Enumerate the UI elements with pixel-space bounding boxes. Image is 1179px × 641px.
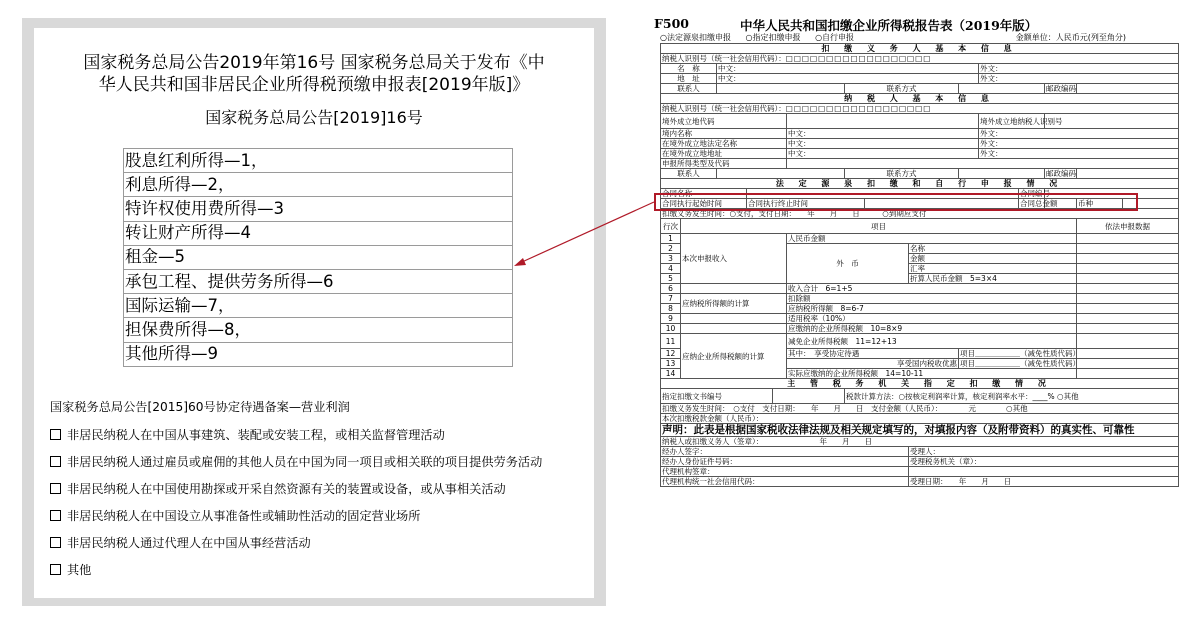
label-contract-end: 合同执行终止时间 — [747, 199, 865, 209]
line-text: 其中： 享受协定待遇 — [787, 349, 959, 359]
line-text: 适用税率（10%） — [787, 314, 1077, 324]
declaration-text: 声明：此表是根据国家税收法律法规及相关规定填写的，对填报内容（及附带资料）的真实性、可靠性 — [661, 424, 1179, 437]
obligation-time-row[interactable]: 扣缴义务发生时间：○支付，支付日期： 年 月 日 ○到期应支付 — [661, 209, 1179, 219]
line-amount-field[interactable] — [1077, 284, 1179, 294]
domestic-name-cn[interactable]: 中文： — [787, 129, 979, 139]
checklist-label: 非居民纳税人在中国从事建筑、装配或安装工程，或相关监督管理活动 — [67, 428, 445, 442]
label-foreign-ccy: 外 币 — [787, 244, 909, 284]
income-item: 转让财产所得—4 — [124, 221, 513, 245]
overseas-legal-name-cn[interactable]: 中文： — [787, 139, 979, 149]
income-item: 国际运输—7， — [124, 294, 513, 318]
agency-seal-field[interactable]: 代理机构签章： — [661, 467, 909, 477]
option-designated[interactable]: ○指定扣缴申报 — [745, 33, 801, 42]
line-amount-field[interactable] — [1077, 254, 1179, 264]
line-amount-field[interactable] — [1077, 359, 1179, 369]
line-text: 名称 — [909, 244, 1077, 254]
checklist-label: 非居民纳税人通过雇员或雇佣的其他人员在中国为同一项目或相关联的项目提供劳务活动 — [67, 455, 543, 469]
label-name: 名 称 — [661, 64, 717, 74]
line-no: 11 — [661, 334, 681, 349]
label-overseas-address: 在境外成立地地址 — [661, 149, 787, 159]
signer-row[interactable]: 纳税人或扣缴义务人（签章）： 年 月 日 — [661, 437, 1179, 447]
line-amount-field[interactable] — [1077, 304, 1179, 314]
form-grid — [660, 43, 1179, 487]
income-item: 担保费所得—8， — [124, 318, 513, 342]
label-amount: 依法申报数据 — [1077, 219, 1179, 234]
form-code: F500 — [654, 16, 689, 31]
designated-doc-field[interactable] — [773, 389, 845, 404]
line-amount-field[interactable] — [1077, 349, 1179, 359]
taxpayer-tax-id[interactable]: 纳税人识别号（统一社会信用代码）：□□□□□□□□□□□□□□□□□□ — [661, 104, 1179, 114]
line-text: 金额 — [909, 254, 1077, 264]
checklist-label: 非居民纳税人在中国使用勘探或开采自然资源有关的装置或设备，或从事相关活动 — [67, 482, 506, 496]
label-contact-method: 联系方式 — [845, 84, 959, 94]
line-text: 人民币金额 — [787, 234, 1077, 244]
line-text: 享受国内税收优惠 — [787, 359, 959, 369]
table-row — [124, 197, 513, 221]
label-payable-calc: 应纳企业所得税额的计算 — [681, 334, 787, 379]
table-row — [124, 318, 513, 342]
contact-method-field[interactable] — [959, 84, 1045, 94]
label-address: 地 址 — [661, 74, 717, 84]
contact-field-2[interactable] — [717, 169, 845, 179]
checklist-item — [50, 561, 91, 578]
label-overseas-legal-name: 在境外成立地法定名称 — [661, 139, 787, 149]
income-type-field[interactable] — [787, 159, 1179, 169]
line-no: 7 — [661, 294, 681, 304]
line-amount-field[interactable] — [1077, 274, 1179, 284]
line-no: 13 — [661, 359, 681, 369]
name-cn-field[interactable]: 中文： — [717, 64, 979, 74]
line-no: 8 — [661, 304, 681, 314]
label-contact-method-2: 联系方式 — [845, 169, 959, 179]
checkbox-icon[interactable] — [50, 510, 61, 521]
contact-method-field-2[interactable] — [959, 169, 1045, 179]
income-item: 特许权使用费所得—3 — [124, 197, 513, 221]
line-text: 收入合计 6=1+5 — [787, 284, 1077, 294]
line-amount-field[interactable] — [1077, 234, 1179, 244]
line-text: 应纳税所得额 8=6-7 — [787, 304, 1077, 314]
line-amount-field[interactable] — [1077, 244, 1179, 254]
table-row — [124, 342, 513, 366]
postcode-field[interactable] — [1077, 84, 1179, 94]
label-taxable-calc: 应纳税所得额的计算 — [681, 294, 787, 314]
receiving-office-field[interactable]: 受理税务机关（章）： — [909, 457, 1179, 467]
option-statutory[interactable]: ○法定源泉扣缴申报 — [660, 33, 731, 42]
checklist-item — [50, 426, 445, 443]
domestic-name-en[interactable]: 外文： — [979, 129, 1179, 139]
line-text: 折算人民币金额 5=3×4 — [909, 274, 1077, 284]
table-row — [124, 245, 513, 269]
line-no: 14 — [661, 369, 681, 379]
withholder-tax-id[interactable]: 纳税人识别号（统一社会信用代码）：□□□□□□□□□□□□□□□□□□ — [661, 54, 1179, 64]
line-no: 4 — [661, 264, 681, 274]
this-amount-row[interactable]: 本次扣缴税款金额（人民币）： — [661, 414, 1179, 424]
agency-code-field[interactable]: 代理机构统一社会信用代码： — [661, 477, 909, 487]
postcode-field-2[interactable] — [1077, 169, 1179, 179]
line-amount-field[interactable] — [1077, 369, 1179, 379]
agent-id-field[interactable]: 经办人身份证件号码： — [661, 457, 909, 467]
label-contact: 联系人 — [661, 84, 717, 94]
label-overseas-code: 境外成立地代码 — [661, 114, 787, 129]
agent-sign-field[interactable]: 经办人签字： — [661, 447, 909, 457]
line-no: 9 — [661, 314, 681, 324]
overseas-address-cn[interactable]: 中文： — [787, 149, 979, 159]
label-overseas-tin: 境外成立地纳税人识别号 — [979, 114, 1045, 129]
overseas-address-en[interactable]: 外文： — [979, 149, 1179, 159]
slide-title-line2: 华人民共和国非居民企业所得税预缴申报表[2019年版]》 — [98, 75, 530, 95]
overseas-code-field[interactable] — [787, 114, 979, 129]
label-designated-doc: 指定扣缴文书编号 — [661, 389, 773, 404]
section-authority: 主 管 税 务 机 关 指 定 扣 缴 情 况 — [661, 379, 1179, 389]
label-row-no: 行次 — [661, 219, 681, 234]
receive-date-field[interactable]: 受理日期： 年 月 日 — [909, 477, 1179, 487]
receiver-field[interactable]: 受理人： — [909, 447, 1179, 457]
line-text: 减免企业所得税额 11=12+13 — [787, 334, 1077, 349]
blank-cell — [681, 284, 787, 294]
checkbox-icon[interactable] — [50, 537, 61, 548]
slide-subtitle: 国家税务总局公告[2019]16号 — [205, 108, 423, 127]
blank-cell — [681, 324, 787, 334]
tax-method-options[interactable]: 税款计算方法：○按核定利润率计算，核定利润率水平：____% ○其他 — [845, 389, 1179, 404]
label-contract-start: 合同执行起始时间 — [661, 199, 747, 209]
address-en-field[interactable]: 外文： — [979, 74, 1179, 84]
slide — [34, 28, 594, 598]
option-self[interactable]: ○自行申报 — [815, 33, 855, 42]
amount-unit: 金额单位：人民币元(列至角分) — [1015, 33, 1126, 42]
section-taxpayer: 纳 税 人 基 本 信 息 — [661, 94, 1179, 104]
income-item: 利息所得—2， — [124, 173, 513, 197]
line-no: 1 — [661, 234, 681, 244]
income-item: 其他所得—9 — [124, 342, 513, 366]
table-row — [124, 221, 513, 245]
label-domestic-name: 境内名称 — [661, 129, 787, 139]
checkbox-icon[interactable] — [50, 429, 61, 440]
checklist-item — [50, 534, 311, 551]
line-no: 3 — [661, 254, 681, 264]
section-source: 法 定 源 泉 扣 缴 和 自 行 申 报 情 况 — [661, 179, 1179, 189]
line-no: 5 — [661, 274, 681, 284]
label-item: 项目 — [681, 219, 1077, 234]
blank-cell — [909, 467, 1179, 477]
label-currency: 币种 — [1077, 199, 1123, 209]
label-contract-name: 合同名称 — [661, 189, 747, 199]
label-postcode-2: 邮政编码 — [1046, 169, 1076, 178]
line-text: 实际应缴纳的企业所得税额 14=10-11 — [787, 369, 1077, 379]
line-text: 汇率 — [909, 264, 1077, 274]
checkbox-icon[interactable] — [50, 483, 61, 494]
obligation-time-row-2[interactable]: 扣缴义务发生时间： ○支付 支付日期： 年 月 日 支付金额（人民币）： 元 ○其他 — [661, 404, 1179, 414]
line-no: 2 — [661, 244, 681, 254]
highlight-box — [654, 193, 1138, 211]
checklist-item — [50, 453, 542, 470]
checklist-item — [50, 480, 506, 497]
income-type-table — [123, 148, 513, 367]
checklist-label: 其他 — [67, 563, 92, 577]
declaration-type-options — [660, 32, 866, 43]
table-row — [124, 294, 513, 318]
form-header — [654, 16, 1142, 32]
name-en-field[interactable]: 外文： — [979, 64, 1179, 74]
income-item: 承包工程、提供劳务所得—6 — [124, 269, 513, 293]
line-amount-field[interactable] — [1077, 314, 1179, 324]
checkbox-icon[interactable] — [50, 564, 61, 575]
checklist-label: 非居民纳税人通过代理人在中国从事经营活动 — [67, 536, 311, 550]
overseas-legal-name-en[interactable]: 外文： — [979, 139, 1179, 149]
line-amount-field[interactable] — [1077, 334, 1179, 349]
checkbox-icon[interactable] — [50, 456, 61, 467]
checklist-item — [50, 507, 420, 524]
table-row — [124, 149, 513, 173]
line-no: 10 — [661, 324, 681, 334]
checklist-label: 非居民纳税人在中国设立从事准备性或辅助性活动的固定营业场所 — [67, 509, 421, 523]
label-contract-no: 合同编号 — [1020, 189, 1050, 198]
form-title: 中华人民共和国扣缴企业所得税报告表（2019年版） — [740, 18, 1038, 33]
line-amount-field[interactable] — [1077, 324, 1179, 334]
slide-title-line1: 国家税务总局公告2019年第16号 国家税务总局关于发布《中 — [83, 53, 545, 73]
note-heading: 国家税务总局公告[2015]60号协定待遇备案—营业利润 — [50, 400, 350, 414]
relief-item-field[interactable]: 项目＿＿＿＿＿＿（减免性质代码） — [960, 359, 1080, 368]
label-contract-amount: 合同总金额 — [1020, 199, 1058, 208]
income-item: 股息红利所得—1， — [124, 149, 513, 173]
blank-cell — [681, 314, 787, 324]
line-text: 扣除额 — [787, 294, 1077, 304]
table-row — [124, 269, 513, 293]
label-current-income: 本次申报收入 — [681, 234, 787, 284]
relief-item-field[interactable]: 项目＿＿＿＿＿＿（减免性质代码） — [960, 349, 1080, 358]
section-withholder: 扣 缴 义 务 人 基 本 信 息 — [661, 44, 1179, 54]
overseas-tin-field[interactable] — [1045, 114, 1179, 129]
contact-field[interactable] — [717, 84, 845, 94]
line-no: 12 — [661, 349, 681, 359]
line-amount-field[interactable] — [1077, 294, 1179, 304]
tax-form — [652, 16, 1151, 628]
table-row — [124, 173, 513, 197]
income-item: 租金—5 — [124, 245, 513, 269]
address-cn-field[interactable]: 中文： — [717, 74, 979, 84]
line-text: 应缴纳的企业所得税额 10=8×9 — [787, 324, 1077, 334]
line-no: 6 — [661, 284, 681, 294]
label-income-type: 申报所得类型及代码 — [661, 159, 787, 169]
line-amount-field[interactable] — [1077, 264, 1179, 274]
label-postcode: 邮政编码 — [1046, 84, 1076, 93]
label-contact-2: 联系人 — [661, 169, 717, 179]
